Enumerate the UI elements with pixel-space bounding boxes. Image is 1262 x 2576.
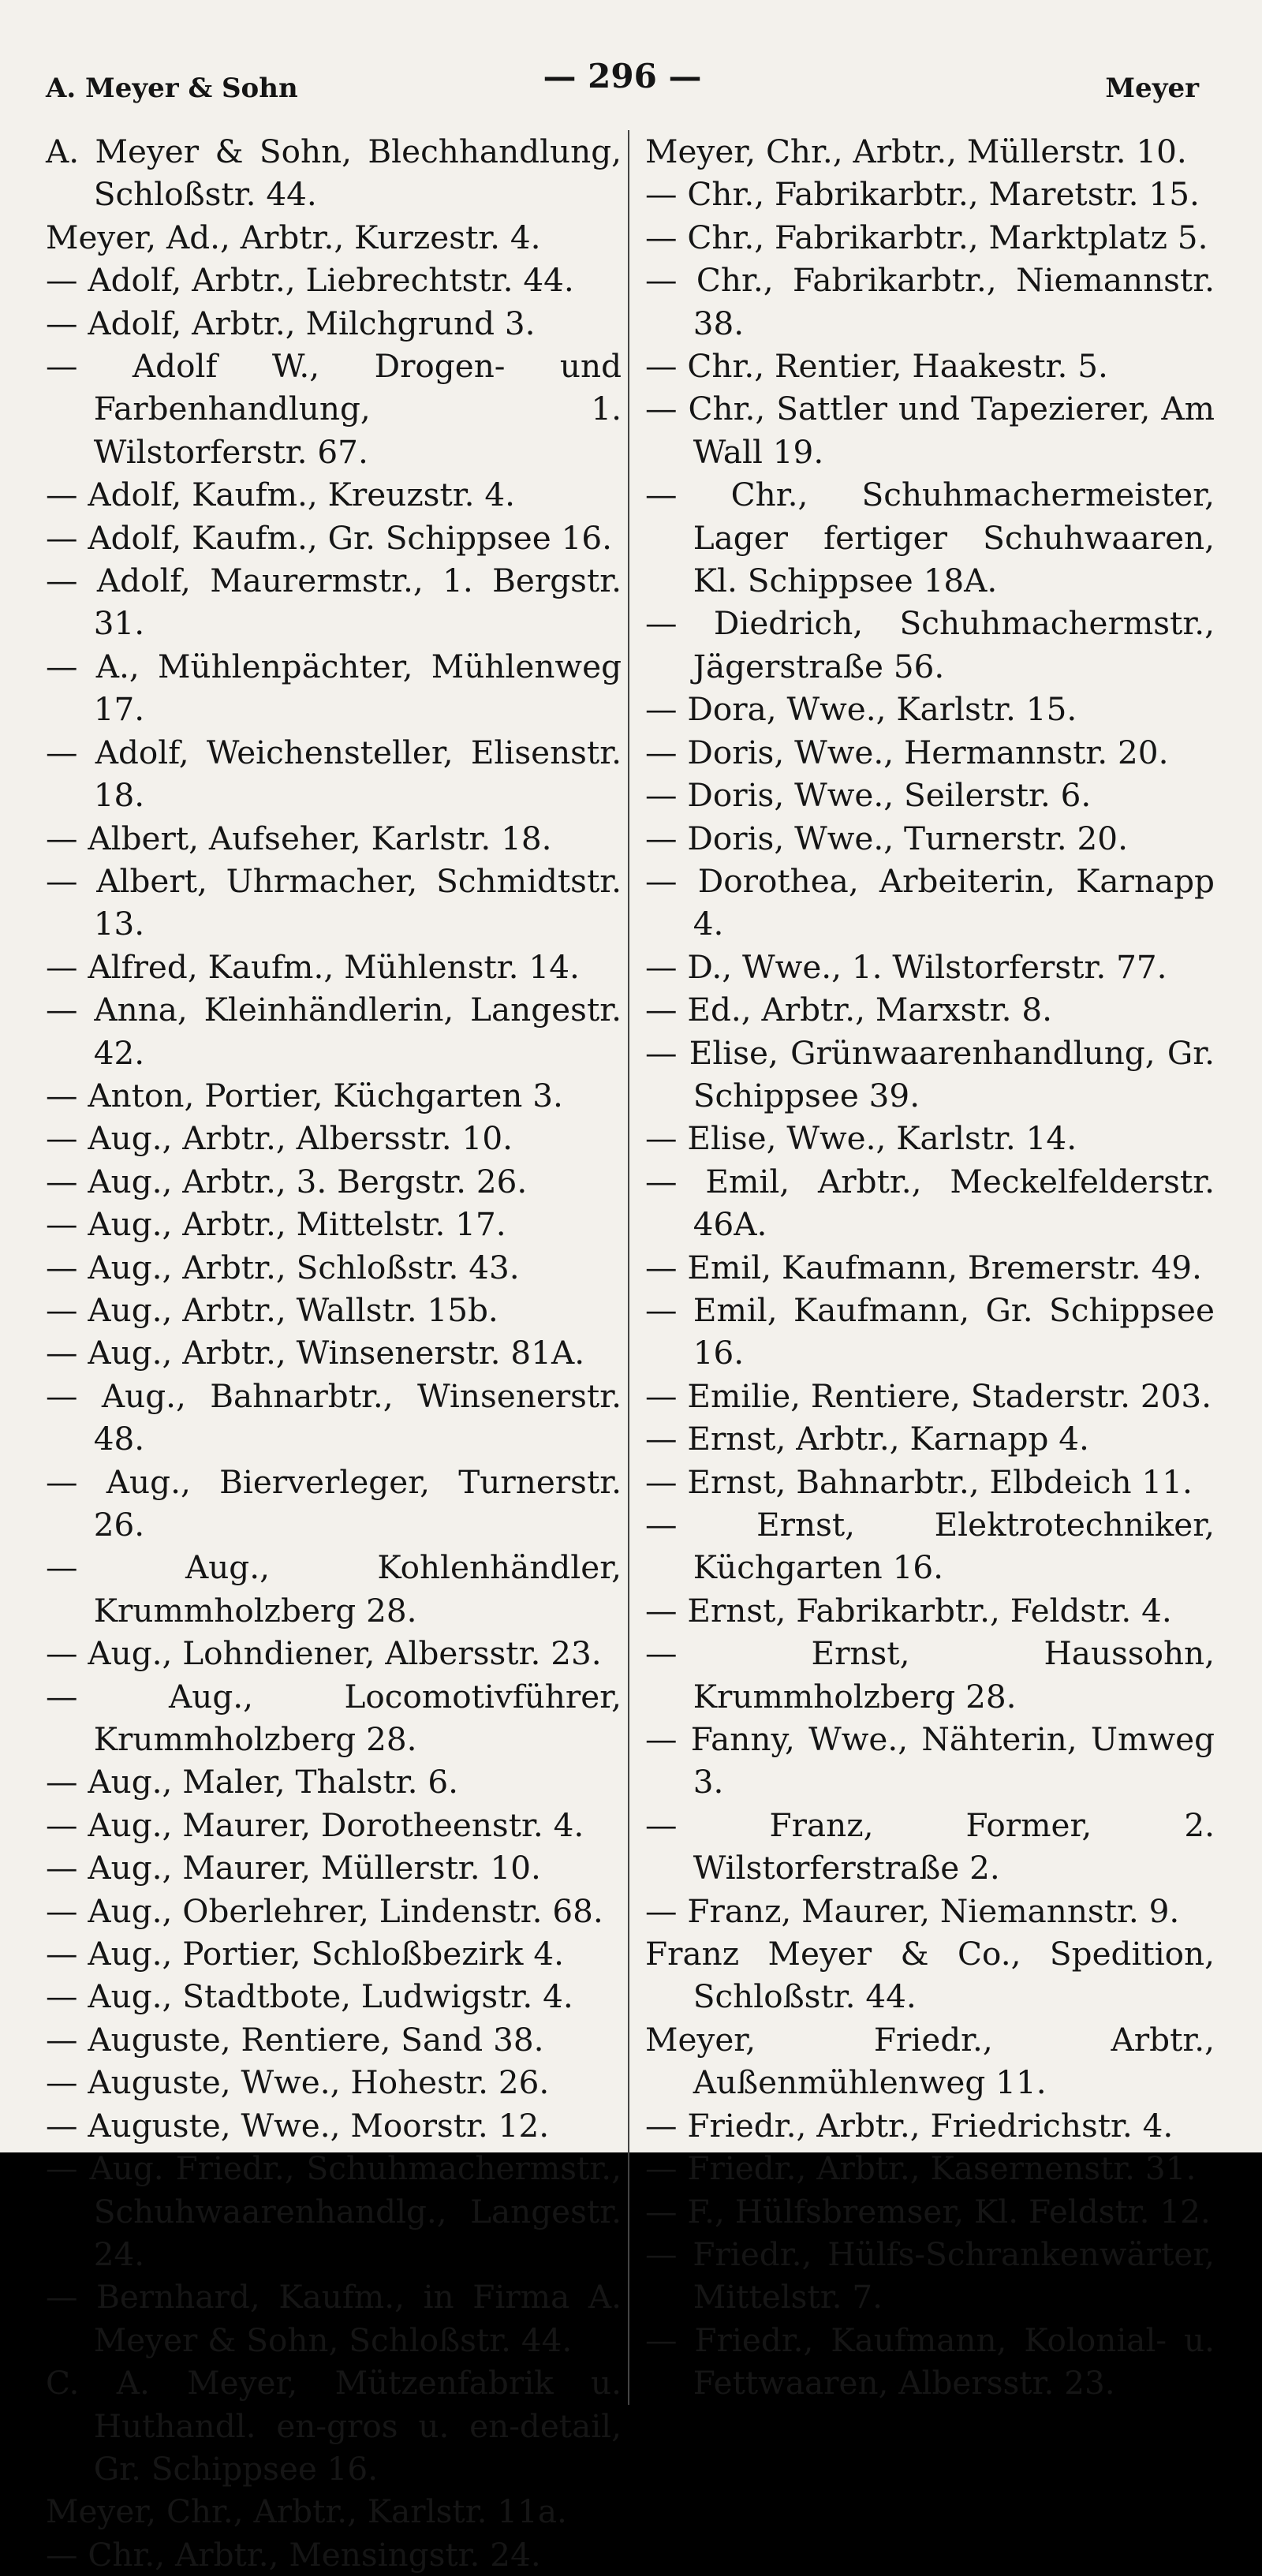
directory-entry: — Bernhard, Kaufm., in Firma A. Meyer & Sohn, Schloßstr. 44. [46, 2278, 622, 2359]
directory-entry: — Doris, Wwe., Seilerstr. 6. [645, 776, 1092, 815]
directory-entry: Meyer, Chr., Arbtr., Karlstr. 11a. [46, 2492, 567, 2531]
directory-entry: — Ernst, Haussohn, Krummholzberg 28. [645, 1634, 1215, 1715]
directory-entry: — Chr., Rentier, Haakestr. 5. [645, 347, 1108, 386]
directory-entry: — Aug., Arbtr., 3. Bergstr. 26. [46, 1162, 528, 1200]
directory-entry: — Aug., Arbtr., Albersstr. 10. [46, 1119, 513, 1158]
directory-entry: — Albert, Uhrmacher, Schmidtstr. 13. [46, 861, 622, 943]
left-column [46, 130, 622, 2576]
directory-entry: — Aug. Friedr., Schuhmachermstr., Schuhwaarenhandlg., Langestr. 24. [46, 2149, 622, 2273]
directory-entry: — Adolf, Kaufm., Kreuzstr. 4. [46, 476, 516, 514]
directory-entry: — Friedr., Arbtr., Kasernenstr. 31. [645, 2149, 1197, 2188]
directory-entry: — Anna, Kleinhändlerin, Langestr. 42. [46, 991, 622, 1072]
directory-entry: — Adolf, Maurermstr., 1. Bergstr. 31. [46, 562, 622, 643]
directory-entry: — A., Mühlenpächter, Mühlenweg 17. [46, 647, 622, 729]
page-header [46, 49, 1199, 104]
directory-entry: — Emil, Kaufmann, Bremerstr. 49. [645, 1248, 1202, 1286]
directory-entry: — Chr., Schuhmachermeister, Lager fertiger Schuhwaaren, Kl. Schippsee 18A. [645, 476, 1215, 600]
directory-entry: — Aug., Locomotivführer, Krummholzberg 28. [46, 1677, 622, 1759]
directory-entry: — Dora, Wwe., Karlstr. 15. [645, 690, 1077, 729]
directory-entry: — Chr., Fabrikarbtr., Maretstr. 15. [645, 175, 1200, 214]
directory-entry: — Adolf W., Drogen- und Farbenhandlung, 1. Wilstorferstr. 67. [46, 347, 622, 471]
directory-entry: — Chr., Sattler und Tapezierer, Am Wall 19. [645, 390, 1215, 471]
directory-entry: — Franz, Maurer, Niemannstr. 9. [645, 1891, 1180, 1930]
directory-entry: — Auguste, Rentiere, Sand 38. [46, 2020, 544, 2059]
running-head-right: Meyer [1105, 73, 1199, 104]
column-divider [628, 130, 629, 2405]
directory-entry: — Elise, Grünwaarenhandlung, Gr. Schippsee 39. [645, 1033, 1215, 1114]
directory-entry: C. A. Meyer, Mützenfabrik u. Huthandl. en-gros u. en-detail, Gr. Schippsee 16. [46, 2364, 622, 2488]
directory-entry: — Aug., Bierverleger, Turnerstr. 26. [46, 1462, 622, 1544]
directory-entry: — Aug., Oberlehrer, Lindenstr. 68. [46, 1891, 603, 1930]
directory-entry: — Elise, Wwe., Karlstr. 14. [645, 1119, 1077, 1158]
directory-entry: — Fanny, Wwe., Nähterin, Umweg 3. [645, 1720, 1215, 1801]
directory-entry: — Ernst, Bahnarbtr., Elbdeich 11. [645, 1462, 1193, 1501]
directory-entry: — Auguste, Wwe., Moorstr. 12. [46, 2106, 550, 2145]
directory-entry: A. Meyer & Sohn, Blechhandlung, Schloßstr. 44. [46, 133, 622, 214]
running-head-left: A. Meyer & Sohn [46, 73, 298, 104]
directory-entry: — Friedr., Hülfs-Schrankenwärter, Mittelstr. 7. [645, 2234, 1215, 2317]
directory-entry: — Ernst, Arbtr., Karnapp 4. [645, 1420, 1089, 1458]
right-column [645, 130, 1215, 2405]
directory-entry: — Emil, Arbtr., Meckelfelderstr. 46A. [645, 1162, 1215, 1244]
directory-entry: — Aug., Stadtbote, Ludwigstr. 4. [46, 1977, 573, 2016]
directory-entry: — Ernst, Elektrotechniker, Küchgarten 16. [645, 1506, 1215, 1587]
directory-entry: — Aug., Maler, Thalstr. 6. [46, 1763, 458, 1801]
directory-entry: — Chr., Fabrikarbtr., Niemannstr. 38. [645, 261, 1215, 342]
directory-entry: — Aug., Kohlenhändler, Krummholzberg 28. [46, 1548, 622, 1630]
directory-entry: — Diedrich, Schuhmachermstr., Jägerstraße 56. [645, 604, 1215, 685]
directory-entry: Meyer, Chr., Arbtr., Müllerstr. 10. [645, 133, 1187, 170]
directory-entry: — Aug., Bahnarbtr., Winsenerstr. 48. [46, 1376, 622, 1458]
directory-entry: Meyer, Friedr., Arbtr., Außenmühlenweg 11. [645, 2020, 1215, 2102]
directory-entry: — Alfred, Kaufm., Mühlenstr. 14. [46, 947, 580, 986]
directory-entry: — Albert, Aufseher, Karlstr. 18. [46, 819, 552, 857]
directory-entry: — Chr., Fabrikarbtr., Marktplatz 5. [645, 218, 1208, 256]
directory-entry: — Aug., Maurer, Müllerstr. 10. [46, 1849, 541, 1887]
directory-entry: — Auguste, Wwe., Hohestr. 26. [46, 2063, 550, 2102]
directory-entry: — Emil, Kaufmann, Gr. Schippsee 16. [645, 1290, 1215, 1372]
directory-entry: — Franz, Former, 2. Wilstorferstraße 2. [645, 1805, 1215, 1887]
directory-entry: — Aug., Arbtr., Schloßstr. 43. [46, 1248, 520, 1286]
directory-entry: — Dorothea, Arbeiterin, Karnapp 4. [645, 861, 1215, 943]
directory-entry: — Friedr., Kaufmann, Kolonial- u. Fettwaaren, Albersstr. 23. [645, 2320, 1215, 2402]
directory-entry: Meyer, Ad., Arbtr., Kurzestr. 4. [46, 218, 541, 256]
directory-entry: — Adolf, Kaufm., Gr. Schippsee 16. [46, 518, 613, 557]
directory-entry: — Ed., Arbtr., Marxstr. 8. [645, 991, 1052, 1029]
directory-entry: Franz Meyer & Co., Spedition, Schloßstr. 44. [645, 1935, 1215, 2016]
directory-entry: — Adolf, Weichensteller, Elisenstr. 18. [46, 733, 622, 815]
directory-entry: — Aug., Arbtr., Wallstr. 15b. [46, 1290, 498, 1329]
directory-entry: — Friedr., Arbtr., Friedrichstr. 4. [645, 2106, 1174, 2145]
directory-entry: — Aug., Arbtr., Winsenerstr. 81A. [46, 1334, 585, 1372]
directory-entry: — Aug., Lohndiener, Albersstr. 23. [46, 1634, 602, 1673]
directory-entry: — Doris, Wwe., Turnerstr. 20. [645, 819, 1128, 857]
page-number: — 296 — [543, 57, 702, 95]
directory-entry: — Ernst, Fabrikarbtr., Feldstr. 4. [645, 1591, 1172, 1630]
directory-entry: — Aug., Portier, Schloßbezirk 4. [46, 1935, 564, 1973]
directory-entry: — Anton, Portier, Küchgarten 3. [46, 1076, 563, 1114]
directory-entry: — Chr., Arbtr., Mensingstr. 24. [46, 2535, 541, 2574]
directory-entry: — D., Wwe., 1. Wilstorferstr. 77. [645, 947, 1167, 986]
directory-entry: — Adolf, Arbtr., Liebrechtstr. 44. [46, 261, 574, 300]
directory-entry: — Doris, Wwe., Hermannstr. 20. [645, 733, 1169, 771]
directory-entry: — Emilie, Rentiere, Staderstr. 203. [645, 1376, 1212, 1415]
directory-entry: — F., Hülfsbremser, Kl. Feldstr. 12. [645, 2192, 1211, 2231]
directory-entry: — Aug., Arbtr., Mittelstr. 17. [46, 1205, 506, 1244]
directory-entry: — Adolf, Arbtr., Milchgrund 3. [46, 304, 536, 342]
directory-entry: — Aug., Maurer, Dorotheenstr. 4. [46, 1805, 584, 1844]
